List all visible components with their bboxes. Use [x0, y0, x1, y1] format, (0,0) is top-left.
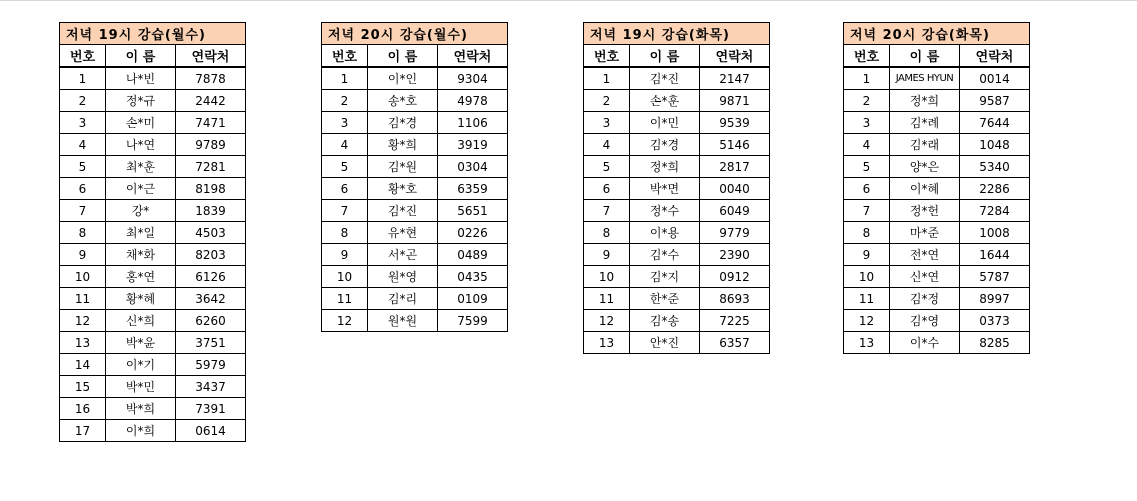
table-row	[322, 178, 508, 200]
contact-number: 1106	[438, 112, 508, 134]
contact-number: 1839	[176, 200, 246, 222]
row-number: 8	[844, 222, 890, 244]
member-name: 김*진	[630, 67, 700, 90]
member-name: 박*면	[630, 178, 700, 200]
contact-number: 1048	[960, 134, 1030, 156]
row-number: 6	[584, 178, 630, 200]
row-number: 10	[584, 266, 630, 288]
member-name: 정*희	[890, 90, 960, 112]
member-name: 원*원	[368, 310, 438, 332]
contact-number: 4978	[438, 90, 508, 112]
roster-table-20-mon-wed	[321, 22, 508, 332]
contact-number: 6049	[700, 200, 770, 222]
member-name: 강*	[106, 200, 176, 222]
row-number: 1	[844, 67, 890, 90]
table-header-row	[60, 45, 246, 68]
row-number: 11	[322, 288, 368, 310]
member-name: 마*준	[890, 222, 960, 244]
table-row	[60, 420, 246, 442]
member-name: 황*희	[368, 134, 438, 156]
table-row	[584, 266, 770, 288]
member-name: 황*호	[368, 178, 438, 200]
contact-number: 3751	[176, 332, 246, 354]
contact-number: 5979	[176, 354, 246, 376]
table-row	[584, 67, 770, 90]
member-name: 신*연	[890, 266, 960, 288]
member-name: 이*근	[106, 178, 176, 200]
contact-number: 0373	[960, 310, 1030, 332]
column-header-number: 번호	[60, 45, 106, 68]
contact-number: 0912	[700, 266, 770, 288]
row-number: 1	[322, 67, 368, 90]
row-number: 4	[322, 134, 368, 156]
table-row	[322, 134, 508, 156]
table-row	[844, 244, 1030, 266]
contact-number: 2147	[700, 67, 770, 90]
contact-number: 0489	[438, 244, 508, 266]
member-name: 이*인	[368, 67, 438, 90]
table-row	[322, 200, 508, 222]
row-number: 3	[60, 112, 106, 134]
row-number: 9	[844, 244, 890, 266]
contact-number: 8693	[700, 288, 770, 310]
contact-number: 0226	[438, 222, 508, 244]
member-name: 이*혜	[890, 178, 960, 200]
table-title: 저녁 20시 강습(화목)	[844, 23, 1030, 45]
contact-number: 6126	[176, 266, 246, 288]
column-header-name: 이 름	[890, 45, 960, 68]
column-header-number: 번호	[584, 45, 630, 68]
member-name: 김*수	[630, 244, 700, 266]
row-number: 9	[322, 244, 368, 266]
member-name: 박*윤	[106, 332, 176, 354]
member-name: 홍*연	[106, 266, 176, 288]
table-row	[60, 67, 246, 90]
row-number: 7	[844, 200, 890, 222]
table-row	[844, 156, 1030, 178]
member-name: 손*미	[106, 112, 176, 134]
table-row	[60, 332, 246, 354]
member-name: 정*수	[630, 200, 700, 222]
table-row	[322, 244, 508, 266]
table-row	[322, 90, 508, 112]
table-row	[844, 332, 1030, 354]
table-row	[322, 112, 508, 134]
member-name: 이*기	[106, 354, 176, 376]
member-name: 전*연	[890, 244, 960, 266]
row-number: 8	[584, 222, 630, 244]
contact-number: 5787	[960, 266, 1030, 288]
table-row	[322, 67, 508, 90]
row-number: 3	[844, 112, 890, 134]
row-number: 13	[844, 332, 890, 354]
table-header-row	[844, 45, 1030, 68]
row-number: 7	[322, 200, 368, 222]
table-row	[584, 156, 770, 178]
contact-number: 9789	[176, 134, 246, 156]
table-row	[60, 156, 246, 178]
member-name: JAMES HYUN	[890, 67, 960, 90]
table-row	[60, 90, 246, 112]
contact-number: 9539	[700, 112, 770, 134]
row-number: 13	[584, 332, 630, 354]
table-row	[584, 288, 770, 310]
contact-number: 5651	[438, 200, 508, 222]
table-row	[584, 244, 770, 266]
contact-number: 0040	[700, 178, 770, 200]
table-row	[60, 178, 246, 200]
contact-number: 0014	[960, 67, 1030, 90]
row-number: 2	[60, 90, 106, 112]
top-border-line	[0, 0, 1137, 1]
row-number: 17	[60, 420, 106, 442]
row-number: 5	[844, 156, 890, 178]
member-name: 원*영	[368, 266, 438, 288]
row-number: 7	[584, 200, 630, 222]
contact-number: 3642	[176, 288, 246, 310]
contact-number: 0109	[438, 288, 508, 310]
row-number: 12	[60, 310, 106, 332]
table-row	[584, 112, 770, 134]
contact-number: 7225	[700, 310, 770, 332]
member-name: 정*헌	[890, 200, 960, 222]
contact-number: 2390	[700, 244, 770, 266]
contact-number: 7471	[176, 112, 246, 134]
contact-number: 9871	[700, 90, 770, 112]
row-number: 8	[60, 222, 106, 244]
contact-number: 0614	[176, 420, 246, 442]
contact-number: 8203	[176, 244, 246, 266]
row-number: 12	[584, 310, 630, 332]
table-row	[322, 266, 508, 288]
column-header-contact: 연락처	[960, 45, 1030, 68]
column-header-name: 이 름	[630, 45, 700, 68]
row-number: 10	[844, 266, 890, 288]
table-title: 저녁 19시 강습(월수)	[60, 23, 246, 45]
table-row	[60, 222, 246, 244]
contact-number: 7281	[176, 156, 246, 178]
row-number: 3	[322, 112, 368, 134]
member-name: 김*영	[890, 310, 960, 332]
contact-number: 3919	[438, 134, 508, 156]
contact-number: 5340	[960, 156, 1030, 178]
contact-number: 7391	[176, 398, 246, 420]
table-row	[844, 67, 1030, 90]
column-header-number: 번호	[844, 45, 890, 68]
table-row	[844, 266, 1030, 288]
row-number: 3	[584, 112, 630, 134]
member-name: 박*희	[106, 398, 176, 420]
contact-number: 8285	[960, 332, 1030, 354]
roster-table-19-tue-thu	[583, 22, 770, 354]
member-name: 최*훈	[106, 156, 176, 178]
contact-number: 3437	[176, 376, 246, 398]
row-number: 9	[584, 244, 630, 266]
table-row	[60, 354, 246, 376]
table-title-row	[60, 23, 246, 45]
contact-number: 0304	[438, 156, 508, 178]
member-name: 김*송	[630, 310, 700, 332]
table-row	[60, 376, 246, 398]
contact-number: 6357	[700, 332, 770, 354]
row-number: 8	[322, 222, 368, 244]
member-name: 나*빈	[106, 67, 176, 90]
member-name: 서*곤	[368, 244, 438, 266]
row-number: 2	[584, 90, 630, 112]
table-title: 저녁 19시 강습(화목)	[584, 23, 770, 45]
table-row	[584, 90, 770, 112]
column-header-contact: 연락처	[700, 45, 770, 68]
member-name: 이*용	[630, 222, 700, 244]
member-name: 김*경	[630, 134, 700, 156]
member-name: 최*일	[106, 222, 176, 244]
contact-number: 0435	[438, 266, 508, 288]
member-name: 유*현	[368, 222, 438, 244]
member-name: 김*경	[368, 112, 438, 134]
member-name: 김*례	[890, 112, 960, 134]
contact-number: 6359	[438, 178, 508, 200]
roster-table-20-tue-thu	[843, 22, 1030, 354]
member-name: 김*정	[890, 288, 960, 310]
member-name: 김*진	[368, 200, 438, 222]
row-number: 4	[584, 134, 630, 156]
table-row	[844, 222, 1030, 244]
table-row	[844, 134, 1030, 156]
column-header-name: 이 름	[106, 45, 176, 68]
member-name: 정*규	[106, 90, 176, 112]
member-name: 한*준	[630, 288, 700, 310]
row-number: 6	[844, 178, 890, 200]
contact-number: 2442	[176, 90, 246, 112]
row-number: 12	[844, 310, 890, 332]
table-title: 저녁 20시 강습(월수)	[322, 23, 508, 45]
member-name: 정*희	[630, 156, 700, 178]
table-row	[60, 112, 246, 134]
member-name: 나*연	[106, 134, 176, 156]
member-name: 이*민	[630, 112, 700, 134]
row-number: 5	[60, 156, 106, 178]
row-number: 1	[60, 67, 106, 90]
row-number: 14	[60, 354, 106, 376]
row-number: 13	[60, 332, 106, 354]
table-row	[844, 200, 1030, 222]
member-name: 신*희	[106, 310, 176, 332]
row-number: 6	[60, 178, 106, 200]
column-header-name: 이 름	[368, 45, 438, 68]
table-row	[584, 310, 770, 332]
row-number: 11	[60, 288, 106, 310]
row-number: 4	[844, 134, 890, 156]
row-number: 2	[844, 90, 890, 112]
table-row	[844, 310, 1030, 332]
member-name: 황*혜	[106, 288, 176, 310]
contact-number: 7599	[438, 310, 508, 332]
contact-number: 7878	[176, 67, 246, 90]
member-name: 김*래	[890, 134, 960, 156]
member-name: 이*수	[890, 332, 960, 354]
row-number: 1	[584, 67, 630, 90]
table-row	[584, 222, 770, 244]
member-name: 박*민	[106, 376, 176, 398]
table-row	[60, 200, 246, 222]
member-name: 양*은	[890, 156, 960, 178]
contact-number: 9779	[700, 222, 770, 244]
table-row	[844, 90, 1030, 112]
table-row	[584, 134, 770, 156]
member-name: 김*리	[368, 288, 438, 310]
table-row	[844, 288, 1030, 310]
table-row	[60, 398, 246, 420]
contact-number: 9587	[960, 90, 1030, 112]
table-row	[584, 332, 770, 354]
table-row	[322, 288, 508, 310]
table-row	[844, 178, 1030, 200]
contact-number: 5146	[700, 134, 770, 156]
member-name: 채*화	[106, 244, 176, 266]
table-row	[322, 310, 508, 332]
row-number: 15	[60, 376, 106, 398]
table-row	[844, 112, 1030, 134]
table-row	[322, 156, 508, 178]
table-row	[584, 200, 770, 222]
member-name: 송*호	[368, 90, 438, 112]
row-number: 5	[584, 156, 630, 178]
table-row	[584, 178, 770, 200]
table-header-row	[584, 45, 770, 68]
contact-number: 7644	[960, 112, 1030, 134]
table-row	[60, 310, 246, 332]
row-number: 16	[60, 398, 106, 420]
row-number: 4	[60, 134, 106, 156]
row-number: 10	[60, 266, 106, 288]
contact-number: 8997	[960, 288, 1030, 310]
table-row	[60, 134, 246, 156]
roster-table-19-mon-wed	[59, 22, 246, 442]
contact-number: 2286	[960, 178, 1030, 200]
contact-number: 8198	[176, 178, 246, 200]
row-number: 12	[322, 310, 368, 332]
contact-number: 4503	[176, 222, 246, 244]
table-row	[60, 244, 246, 266]
column-header-contact: 연락처	[176, 45, 246, 68]
table-row	[60, 288, 246, 310]
row-number: 2	[322, 90, 368, 112]
table-row	[322, 222, 508, 244]
contact-number: 9304	[438, 67, 508, 90]
row-number: 6	[322, 178, 368, 200]
member-name: 김*원	[368, 156, 438, 178]
table-header-row	[322, 45, 508, 68]
member-name: 손*훈	[630, 90, 700, 112]
table-title-row	[844, 23, 1030, 45]
contact-number: 1644	[960, 244, 1030, 266]
row-number: 11	[844, 288, 890, 310]
row-number: 10	[322, 266, 368, 288]
table-title-row	[322, 23, 508, 45]
column-header-contact: 연락처	[438, 45, 508, 68]
contact-number: 2817	[700, 156, 770, 178]
contact-number: 6260	[176, 310, 246, 332]
member-name: 김*지	[630, 266, 700, 288]
row-number: 9	[60, 244, 106, 266]
column-header-number: 번호	[322, 45, 368, 68]
contact-number: 7284	[960, 200, 1030, 222]
member-name: 안*진	[630, 332, 700, 354]
row-number: 7	[60, 200, 106, 222]
contact-number: 1008	[960, 222, 1030, 244]
table-row	[60, 266, 246, 288]
row-number: 11	[584, 288, 630, 310]
row-number: 5	[322, 156, 368, 178]
member-name: 이*희	[106, 420, 176, 442]
table-title-row	[584, 23, 770, 45]
